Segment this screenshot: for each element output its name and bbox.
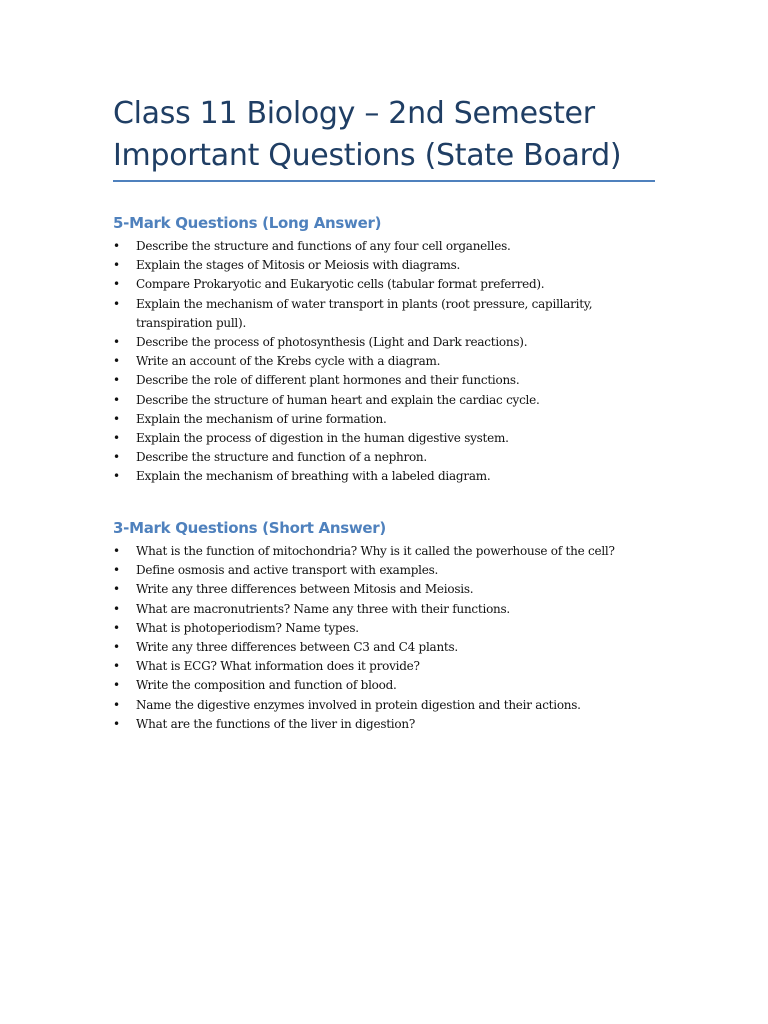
list-item: [113, 580, 633, 599]
bullet-icon: •: [113, 258, 120, 273]
question-text: What is photoperiodism? Name types.: [136, 620, 359, 635]
question-text: Compare Prokaryotic and Eukaryotic cells (tabular format preferred).: [136, 277, 545, 292]
bullet-icon: •: [113, 544, 120, 558]
question-text: Write any three differences between Mitosis and Meiosis.: [136, 582, 474, 597]
list-item: [113, 676, 633, 695]
list-item: [113, 638, 633, 657]
list-item: [113, 333, 633, 352]
question-text: Write an account of the Krebs cycle with a diagram.: [136, 354, 441, 369]
question-text: Explain the stages of Mitosis or Meiosis with diagrams.: [136, 258, 461, 273]
bullet-icon: •: [113, 659, 120, 674]
bullet-icon: •: [113, 601, 120, 616]
list-item: [113, 391, 633, 410]
list-item: [113, 352, 633, 371]
bullet-icon: •: [113, 239, 120, 253]
question-text: Write the composition and function of blood.: [136, 678, 397, 693]
list-item: [113, 657, 633, 676]
document-title: [113, 93, 673, 177]
list-item: [113, 448, 633, 467]
list-item: [113, 256, 633, 275]
list-item: [113, 696, 633, 715]
question-text: What are macronutrients? Name any three with their functions.: [136, 601, 510, 616]
list-item: [113, 467, 633, 486]
bullet-icon: •: [113, 335, 120, 350]
question-text: What are the functions of the liver in digestion?: [136, 716, 416, 731]
document-title-line-1: Class 11 Biology – 2nd Semester: [113, 96, 595, 131]
bullet-icon: •: [113, 373, 120, 388]
list-item: [113, 237, 633, 256]
title-underline-rule: [113, 180, 655, 182]
bullet-icon: •: [113, 640, 120, 655]
section-heading-3-mark: 3-Mark Questions (Short Answer): [113, 519, 386, 537]
question-list-3-mark: [113, 542, 633, 734]
bullet-icon: •: [113, 469, 120, 484]
question-text: What is the function of mitochondria? Why is it called the powerhouse of the cell?: [136, 544, 615, 558]
bullet-icon: •: [113, 277, 120, 292]
list-item: [113, 715, 633, 734]
bullet-icon: •: [113, 431, 120, 446]
bullet-icon: •: [113, 392, 120, 407]
list-item: [113, 619, 633, 638]
section-heading-5-mark: 5-Mark Questions (Long Answer): [113, 214, 382, 232]
bullet-icon: •: [113, 411, 120, 426]
list-item: [113, 429, 633, 448]
bullet-icon: •: [113, 563, 120, 578]
question-text: Explain the mechanism of breathing with a labeled diagram.: [136, 469, 491, 484]
question-text: Name the digestive enzymes involved in protein digestion and their actions.: [136, 697, 581, 712]
question-text: Explain the mechanism of water transport in plants (root pressure, capillarity, transpiration pull).: [136, 296, 593, 330]
question-text: Describe the process of photosynthesis (Light and Dark reactions).: [136, 335, 528, 350]
question-text: What is ECG? What information does it provide?: [136, 659, 420, 674]
question-text: Explain the process of digestion in the human digestive system.: [136, 431, 509, 446]
bullet-icon: •: [113, 678, 120, 693]
bullet-icon: •: [113, 716, 120, 731]
bullet-icon: •: [113, 450, 120, 465]
question-text: Define osmosis and active transport with examples.: [136, 563, 439, 578]
question-text: Explain the mechanism of urine formation.: [136, 411, 387, 426]
list-item: [113, 295, 633, 333]
question-text: Describe the structure of human heart and explain the cardiac cycle.: [136, 392, 540, 407]
question-text: Describe the structure and function of a nephron.: [136, 450, 427, 465]
list-item: [113, 561, 633, 580]
question-list-5-mark: [113, 237, 633, 487]
bullet-icon: •: [113, 697, 120, 712]
bullet-icon: •: [113, 296, 120, 311]
list-item: [113, 542, 633, 561]
bullet-icon: •: [113, 620, 120, 635]
question-text: Describe the role of different plant hormones and their functions.: [136, 373, 520, 388]
question-text: Describe the structure and functions of any four cell organelles.: [136, 239, 511, 253]
list-item: [113, 275, 633, 294]
list-item: [113, 410, 633, 429]
document-title-line-2: Important Questions (State Board): [113, 138, 622, 173]
list-item: [113, 600, 633, 619]
bullet-icon: •: [113, 582, 120, 597]
bullet-icon: •: [113, 354, 120, 369]
question-text: Write any three differences between C3 and C4 plants.: [136, 640, 458, 655]
list-item: [113, 371, 633, 390]
